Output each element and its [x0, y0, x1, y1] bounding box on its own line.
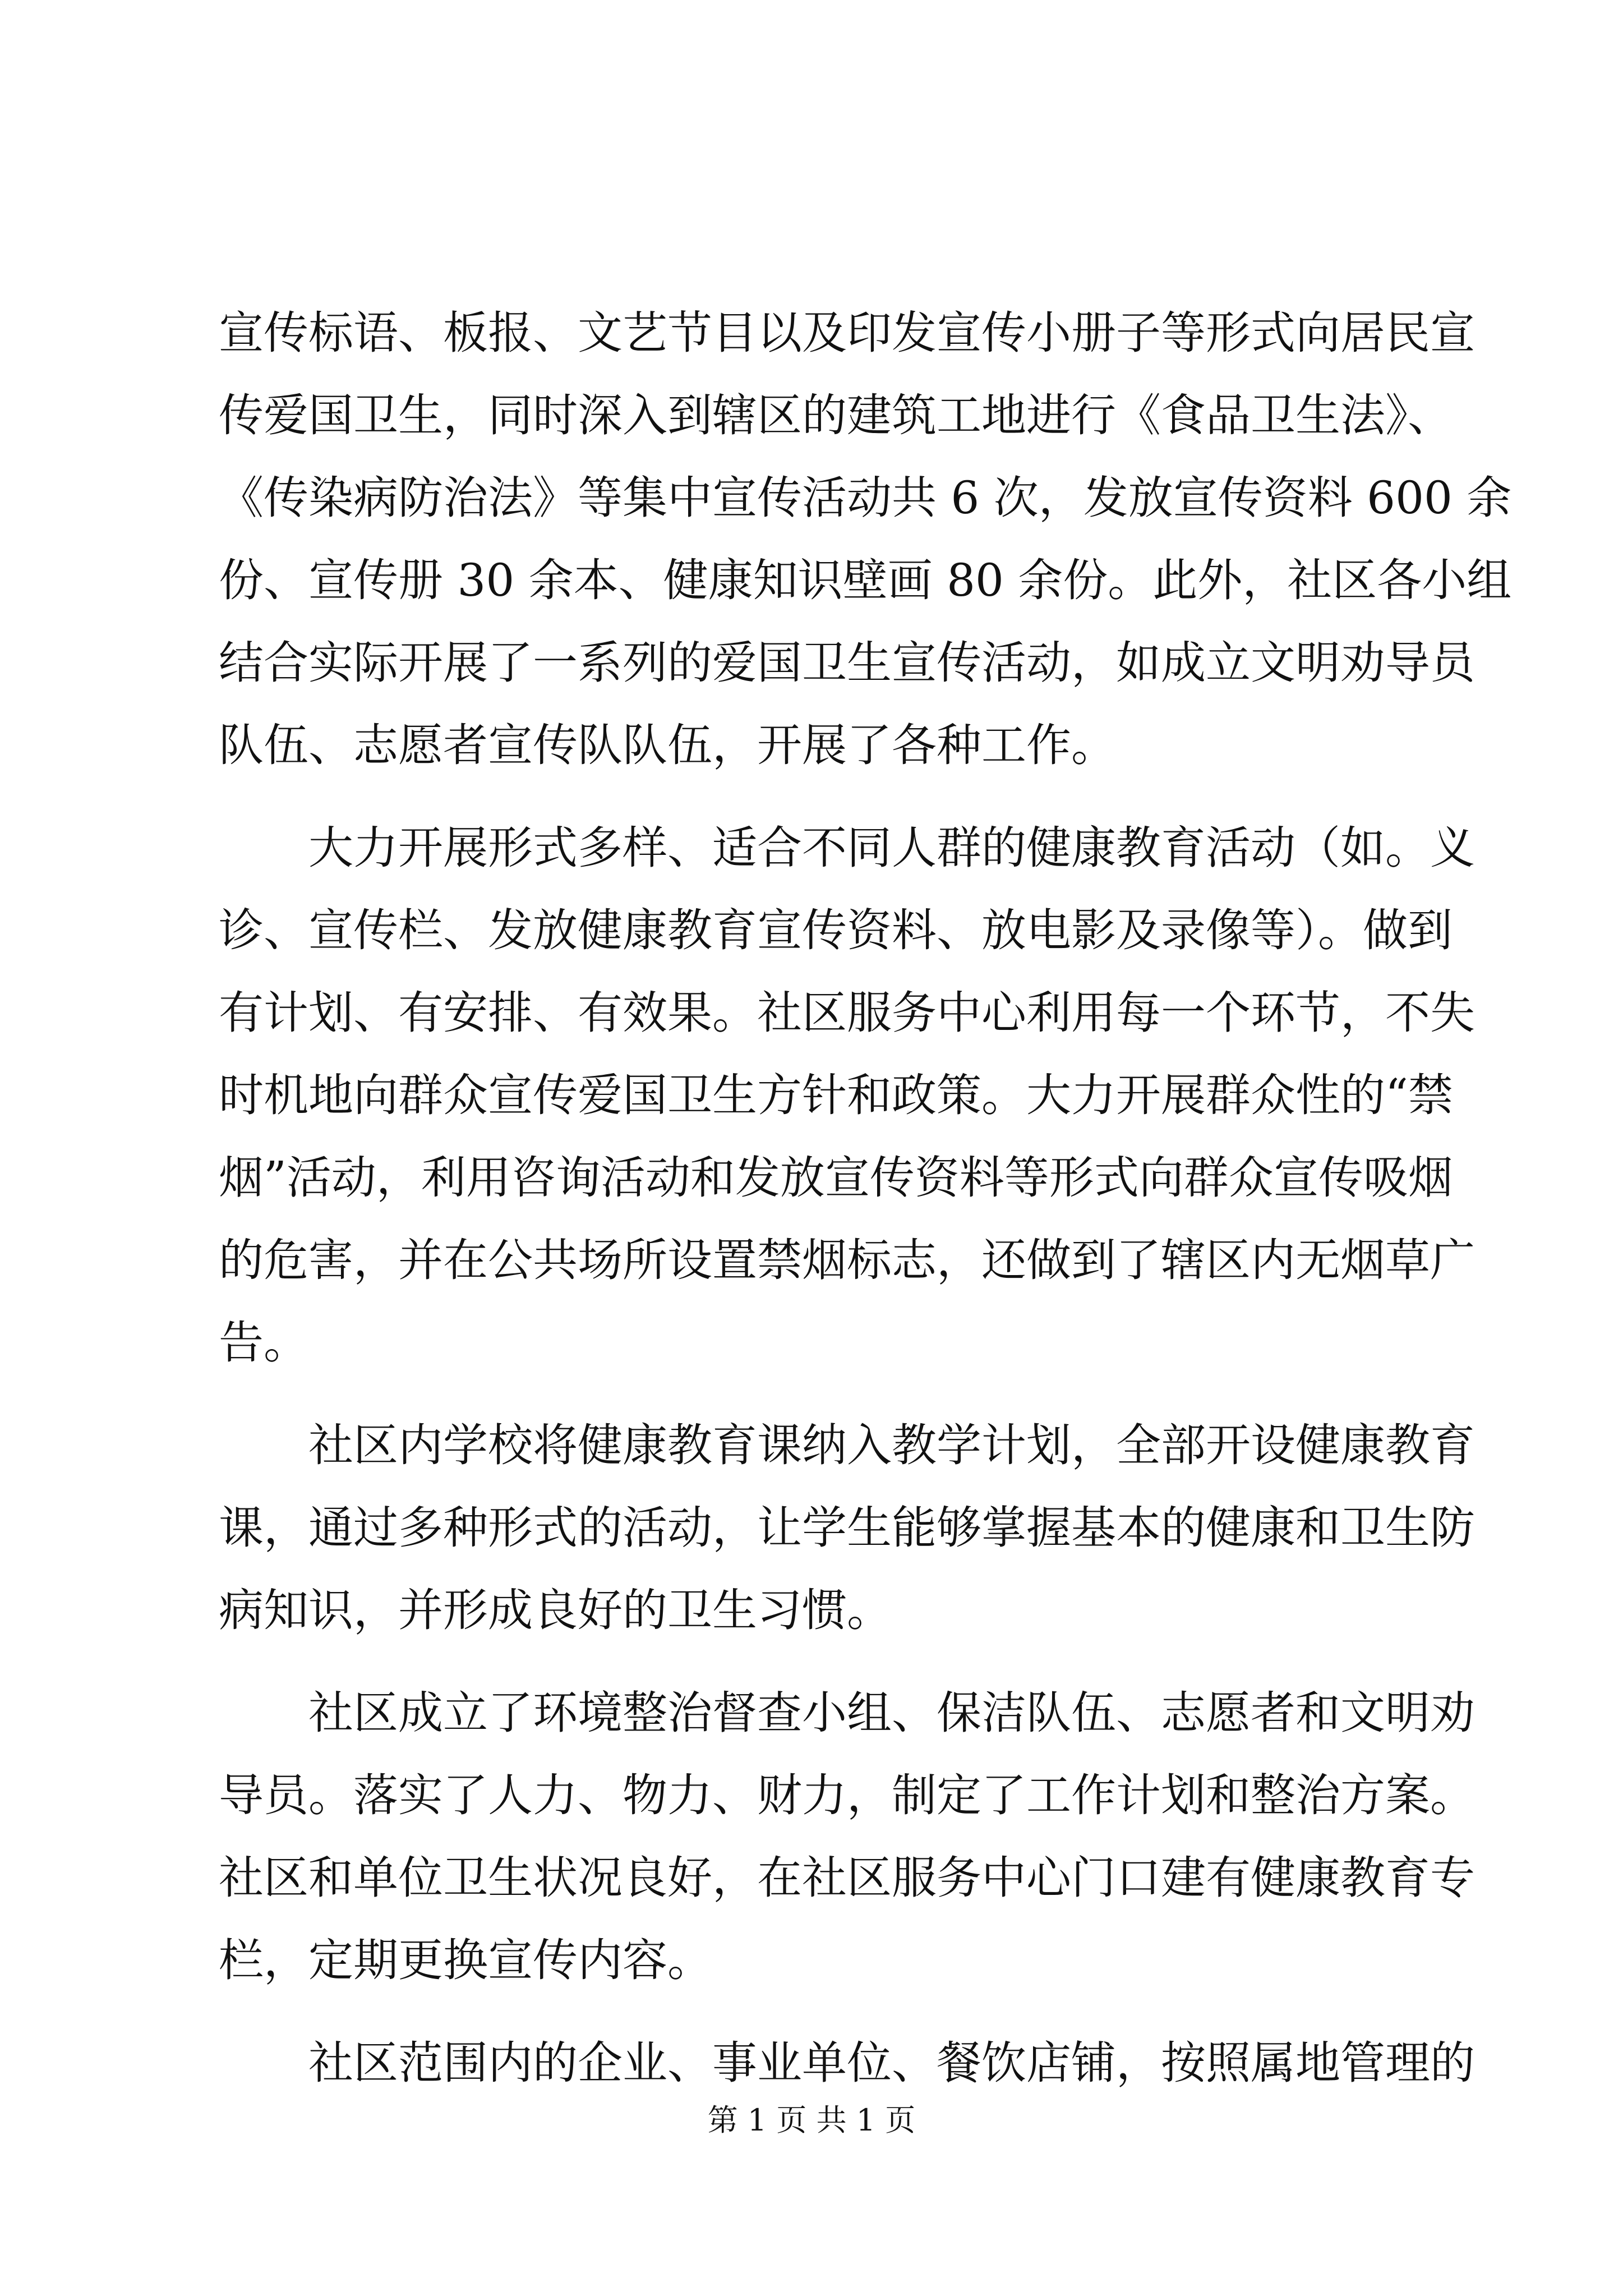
text-line: 烟”活动，利用咨询活动和发放宣传资料等形式向群众宣传吸烟 [219, 1152, 1453, 1204]
body-text [219, 292, 1512, 2104]
text-line: 导员。落实了人力、物力、财力，制定了工作计划和整治方案。 [219, 1769, 1475, 1821]
text-line: 诊、宣传栏、发放健康教育宣传资料、放电影及录像等）。做到 [219, 904, 1453, 956]
text-line: 告。 [219, 1317, 308, 1369]
page-footer: 第 1 页 共 1 页 [707, 2102, 916, 2138]
text-line: 宣传标语、板报、文艺节目以及印发宣传小册子等形式向居民宣 [219, 307, 1475, 359]
text-line: 《传染病防治法》等集中宣传活动共 6 次，发放宣传资料 600 余 [219, 472, 1512, 524]
text-line: 的危害，并在公共场所设置禁烟标志，还做到了辖区内无烟草广 [219, 1234, 1475, 1286]
text-line: 社区和单位卫生状况良好，在社区服务中心门口建有健康教育专 [219, 1852, 1475, 1904]
text-line: 大力开展形式多样、适合不同人群的健康教育活动（如。义 [219, 822, 1475, 874]
text-line: 有计划、有安排、有效果。社区服务中心利用每一个环节，不失 [219, 987, 1475, 1039]
text-line: 传爱国卫生，同时深入到辖区的建筑工地进行《食品卫生法》、 [219, 389, 1453, 441]
text-line: 时机地向群众宣传爱国卫生方针和政策。大力开展群众性的“禁 [219, 1069, 1453, 1121]
text-line: 病知识，并形成良好的卫生习惯。 [219, 1584, 892, 1636]
text-line: 队伍、志愿者宣传队队伍，开展了各种工作。 [219, 719, 1116, 771]
text-line: 课，通过多种形式的活动，让学生能够掌握基本的健康和卫生防 [219, 1502, 1475, 1554]
text-line: 社区内学校将健康教育课纳入教学计划，全部开设健康教育 [219, 1419, 1475, 1471]
text-line: 社区成立了环境整治督查小组、保洁队伍、志愿者和文明劝 [219, 1687, 1475, 1739]
text-line: 结合实际开展了一系列的爱国卫生宣传活动，如成立文明劝导员 [219, 637, 1475, 689]
text-line: 份、宣传册 30 余本、健康知识壁画 80 余份。此外，社区各小组 [219, 554, 1512, 606]
text-line: 栏，定期更换宣传内容。 [219, 1934, 712, 1986]
text-line: 社区范围内的企业、事业单位、餐饮店铺，按照属地管理的 [219, 2037, 1475, 2089]
